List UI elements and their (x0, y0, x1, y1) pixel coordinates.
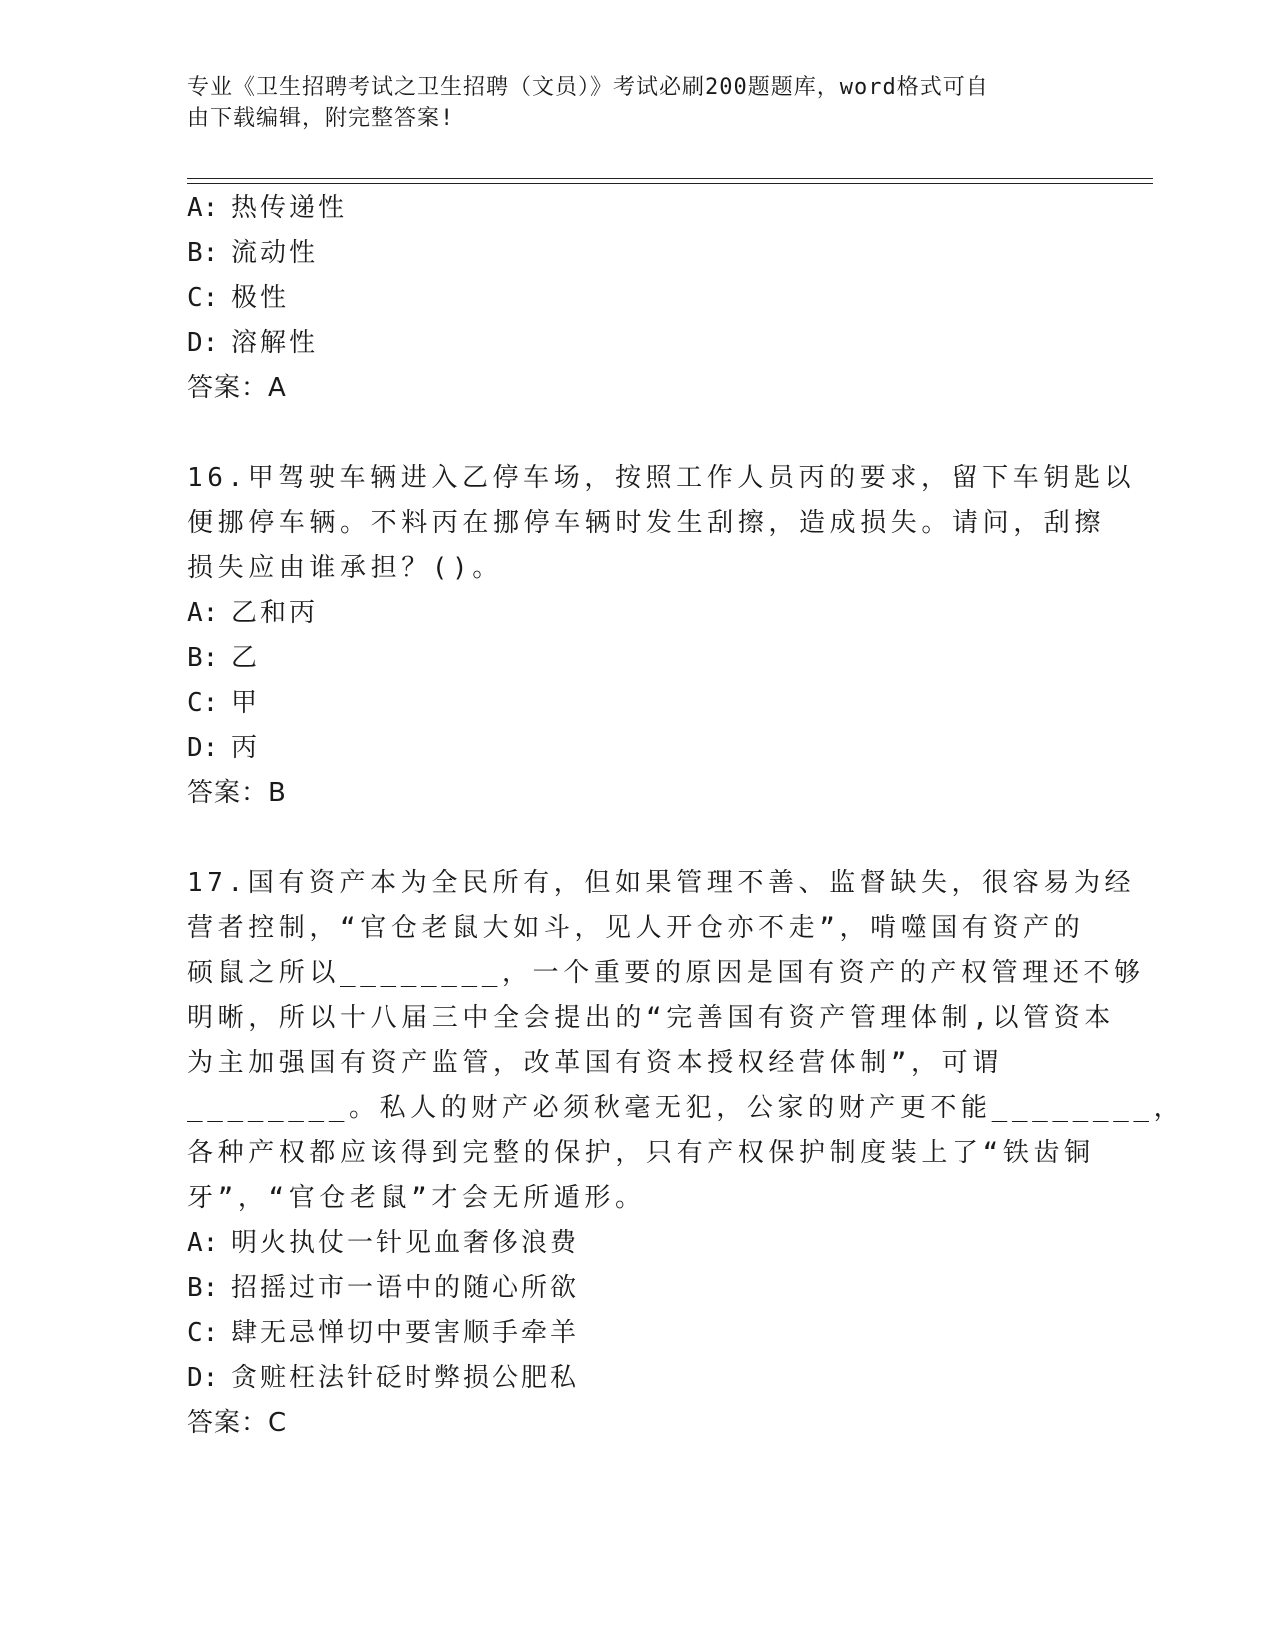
header-rule-top (187, 178, 1153, 179)
q17-option-a (187, 1228, 579, 1258)
option-key: C: (187, 688, 219, 718)
option-key: D: (187, 328, 219, 358)
option-text: 热传递性 (231, 193, 348, 223)
q17-option-d (187, 1363, 579, 1393)
option-key: D: (187, 733, 219, 763)
option-text: 丙 (231, 733, 261, 763)
option-text: 流动性 (231, 238, 319, 268)
option-key: A: (187, 1228, 219, 1258)
header-rule-bottom (187, 183, 1153, 184)
q15-option-a (187, 193, 347, 223)
option-text: 甲 (231, 688, 261, 718)
q17-text-line-7: 各种产权都应该得到完整的保护，只有产权保护制度装上了“铁齿铜 (187, 1138, 1095, 1168)
option-text: 乙 (231, 643, 261, 673)
option-key: B: (187, 643, 219, 673)
q15-option-c (187, 283, 289, 313)
q16-text-line-3: 损失应由谁承担？()。 (187, 553, 503, 583)
q17-text-line-4: 明晰，所以十八届三中全会提出的“完善国有资产管理体制,以管资本 (187, 1003, 1115, 1033)
option-key: A: (187, 193, 219, 223)
option-text: 招摇过市一语中的随心所欲 (231, 1273, 580, 1303)
q16-text-line-2: 便挪停车辆。不料丙在挪停车辆时发生刮擦，造成损失。请问，刮擦 (187, 508, 1106, 538)
q17-text-line-5: 为主加强国有资产监管，改革国有资本授权经营体制”，可谓 (187, 1048, 1003, 1078)
q16-option-d (187, 733, 260, 763)
document-header (187, 72, 1077, 134)
option-text: 肆无忌惮切中要害顺手牵羊 (231, 1318, 580, 1348)
option-key: B: (187, 238, 219, 268)
option-key: A: (187, 598, 219, 628)
q15-option-d (187, 328, 318, 358)
q16-answer: 答案：B (187, 778, 287, 808)
q16-text-line-1: 16.甲驾驶车辆进入乙停车场，按照工作人员丙的要求，留下车钥匙以 (187, 463, 1136, 493)
option-text: 溶解性 (231, 328, 319, 358)
q17-text-line-2: 营者控制，“官仓老鼠大如斗，见人开仓亦不走”，啃噬国有资产的 (187, 913, 1085, 943)
q16-option-c (187, 688, 260, 718)
q17-text-line-3: 硕鼠之所以________，一个重要的原因是国有资产的产权管理还不够 (187, 958, 1145, 988)
option-key: B: (187, 1273, 219, 1303)
q16-option-b (187, 643, 260, 673)
option-text: 明火执仗一针见血奢侈浪费 (231, 1228, 580, 1258)
header-line-2: 由下载编辑，附完整答案! (187, 106, 455, 131)
q17-option-b (187, 1273, 579, 1303)
q17-answer: 答案：C (187, 1408, 288, 1438)
option-key: C: (187, 1318, 219, 1348)
q16-option-a (187, 598, 318, 628)
option-key: D: (187, 1363, 219, 1393)
q15-option-b (187, 238, 318, 268)
q17-option-c (187, 1318, 579, 1348)
option-key: C: (187, 283, 219, 313)
q15-answer: 答案：A (187, 373, 287, 403)
option-text: 乙和丙 (231, 598, 319, 628)
q17-text-line-1: 17.国有资产本为全民所有，但如果管理不善、监督缺失，很容易为经 (187, 868, 1136, 898)
option-text: 贪赃枉法针砭时弊损公肥私 (231, 1363, 580, 1393)
q17-text-line-8: 牙”，“官仓老鼠”才会无所遁形。 (187, 1183, 646, 1213)
header-line-1: 专业《卫生招聘考试之卫生招聘（文员）》考试必刷200题题库，word格式可自 (187, 75, 989, 100)
option-text: 极性 (231, 283, 290, 313)
q17-text-line-6: ________。私人的财产必须秋毫无犯，公家的财产更不能________， (187, 1093, 1185, 1123)
